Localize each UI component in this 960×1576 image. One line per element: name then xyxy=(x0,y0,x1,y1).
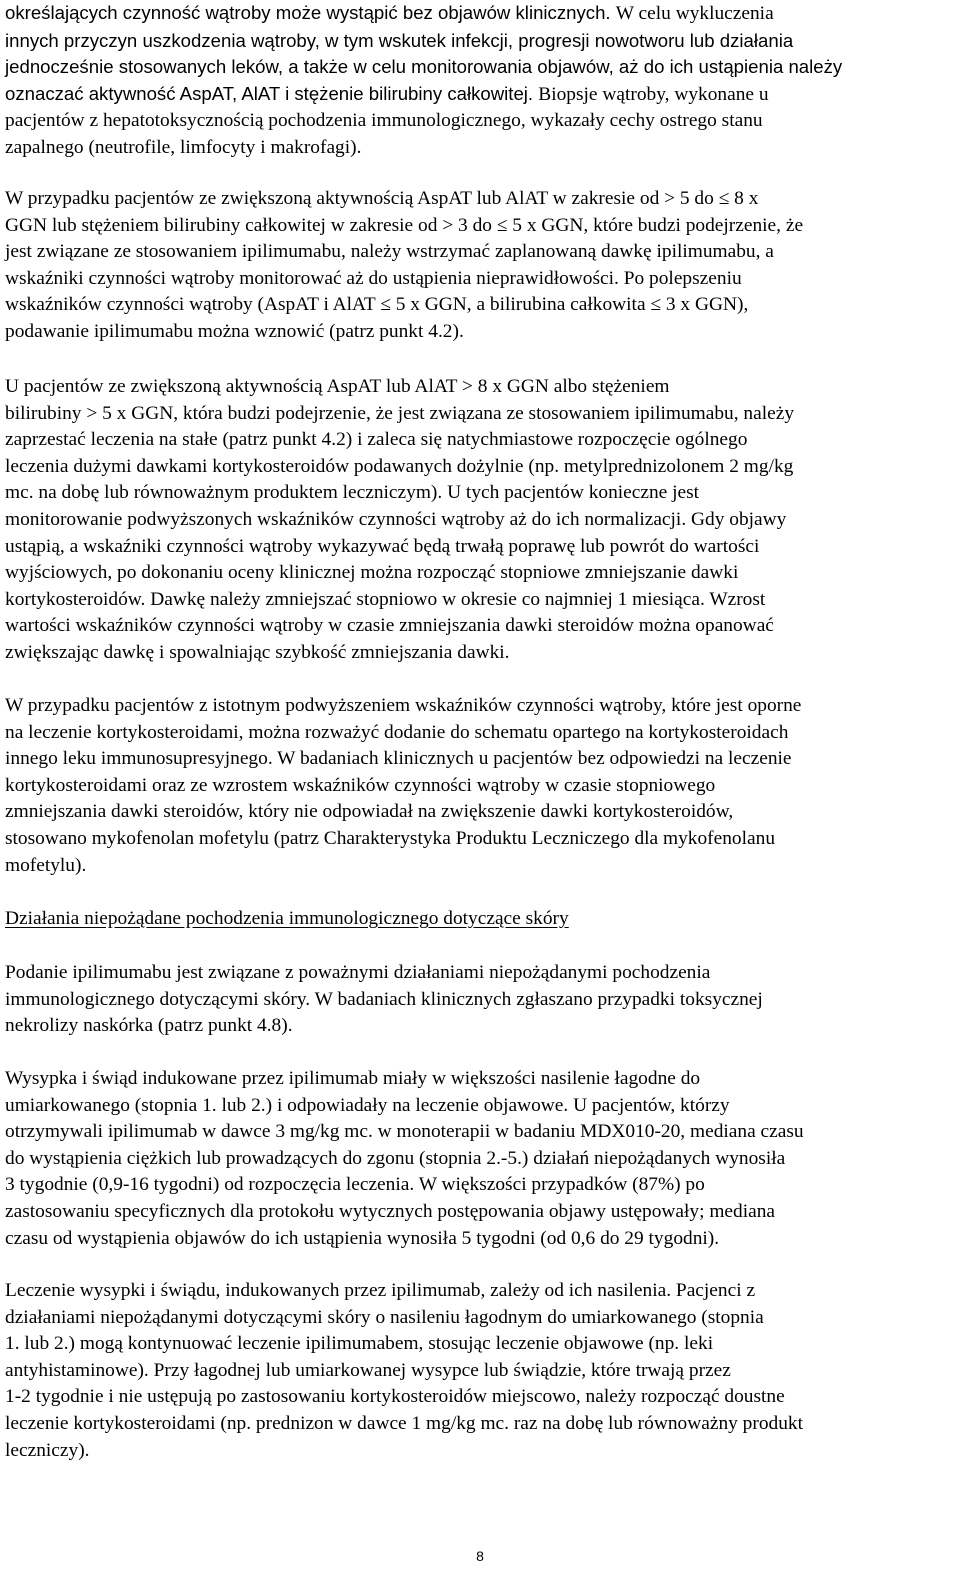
text-line: jest związane ze stosowaniem ipilimumabu, należy wstrzymać zaplanowaną dawkę ipilimumabu, a xyxy=(5,241,774,263)
text-line: kortykosteroidów. Dawkę należy zmniejszać stopniowo w okresie co najmniej 1 miesiąca. Wzrost xyxy=(5,588,766,610)
paragraph-refractory-cases xyxy=(5,693,801,879)
text-line: zastosowaniu specyficznych dla protokołu wytycznych postępowania objawy ustępowały; mediana xyxy=(5,1200,776,1222)
text-line: określających czynność wątroby może wystąpić bez objawów klinicznych. W celu wykluczenia xyxy=(5,2,774,24)
text-line: wskaźniki czynności wątroby monitorować aż do ustąpienia nieprawidłowości. Po polepszeniu xyxy=(5,267,742,289)
text-line: działaniami niepożądanymi dotyczącymi skóry o nasileniu łagodnym do umiarkowanego (stopnia xyxy=(5,1306,764,1328)
text-line: umiarkowanego (stopnia 1. lub 2.) i odpowiadały na leczenie objawowe. U pacjentów, którzy xyxy=(5,1094,730,1116)
text-line: wskaźników czynności wątroby (AspAT i AlAT ≤ 5 x GGN, a bilirubina całkowita ≤ 3 x GGN), xyxy=(5,294,749,316)
text-line: do wystąpienia ciężkich lub prowadzących do zgonu (stopnia 2.-5.) działań niepożądanych wynosiła xyxy=(5,1147,786,1169)
text-line: immunologicznego dotyczącymi skóry. W badaniach klinicznych zgłaszano przypadki toksycznej xyxy=(5,988,763,1010)
text-line: podawanie ipilimumabu można wznowić (patrz punkt 4.2). xyxy=(5,320,464,342)
paragraph-liver-monitoring xyxy=(5,0,842,162)
paragraph-rash-pruritus xyxy=(5,1066,804,1252)
text-line: zwiększając dawkę i spowalniając szybkość zmniejszania dawki. xyxy=(5,641,510,663)
text-line: wartości wskaźników czynności wątroby w czasie zmniejszania dawki steroidów można opanować xyxy=(5,615,774,637)
text-line: Podanie ipilimumabu jest związane z poważnymi działaniami niepożądanymi pochodzenia xyxy=(5,962,711,983)
text-line: pacjentów z hepatotoksycznością pochodzenia immunologicznego, wykazały cechy ostrego stanu xyxy=(5,110,763,132)
text-line: stosowano mykofenolan mofetylu (patrz Charakterystyka Produktu Leczniczego dla mykofenolanu xyxy=(5,827,776,849)
text-line: GGN lub stężeniem bilirubiny całkowitej w zakresie od > 3 do ≤ 5 x GGN, które budzi podejrzenie, że xyxy=(5,214,804,236)
text-line: czasu od wystąpienia objawów do ich ustąpienia wynosiła 5 tygodni (od 0,6 do 29 tygodni). xyxy=(5,1227,720,1249)
paragraph-skin-reactions xyxy=(5,960,763,1040)
text-line: oznaczać aktywność AspAT, AlAT i stężenie bilirubiny całkowitej. Biopsje wątroby, wykonane u xyxy=(5,82,769,105)
paragraph-moderate-elevation xyxy=(5,186,803,346)
text-line: leczenia dużymi dawkami kortykosteroidów podawanych dożylnie (np. metylprednizolonem 2 mg/kg xyxy=(5,455,794,477)
text-line: zapalnego (neutrofile, limfocyty i makrofagi). xyxy=(5,136,362,158)
text-line: na leczenie kortykosteroidami, można rozważyć dodanie do schematu opartego na kortykosteroidach xyxy=(5,721,789,743)
text-line: bilirubiny > 5 x GGN, która budzi podejrzenie, że jest związana ze stosowaniem ipilimumabu, należy xyxy=(5,402,795,424)
text-line: Leczenie wysypki i świądu, indukowanych przez ipilimumab, zależy od ich nasilenia. Pacjenci z xyxy=(5,1280,756,1301)
text-line: leczenie kortykosteroidami (np. prednizon w dawce 1 mg/kg mc. raz na dobę lub równoważny produkt xyxy=(5,1412,803,1434)
text-line: zmniejszania dawki steroidów, który nie odpowiadał na zwiększenie dawki kortykosteroidów, xyxy=(5,801,734,823)
text-line: Wysypka i świąd indukowane przez ipilimumab miały w większości nasilenie łagodne do xyxy=(5,1068,701,1089)
section-heading: Działania niepożądane pochodzenia immunologicznego dotyczące skóry xyxy=(5,908,569,929)
text-line: innych przyczyn uszkodzenia wątroby, w tym wskutek infekcji, progresji nowotworu lub działania xyxy=(5,29,794,51)
text-line: jednocześnie stosowanych leków, a także w celu monitorowania objawów, aż do ich ustąpienia należy xyxy=(5,56,843,78)
text-line: W przypadku pacjentów ze zwiększoną aktywnością AspAT lub AlAT w zakresie od > 5 do ≤ 8 x xyxy=(5,188,759,209)
text-line: 3 tygodnie (0,9-16 tygodni) od rozpoczęcia leczenia. W większości przypadków (87%) po xyxy=(5,1174,705,1196)
text-line: monitorowanie podwyższonych wskaźników czynności wątroby aż do ich normalizacji. Gdy objawy xyxy=(5,508,787,530)
text-line: W przypadku pacjentów z istotnym podwyższeniem wskaźników czynności wątroby, które jest oporne xyxy=(5,695,802,716)
text-line: U pacjentów ze zwiększoną aktywnością AspAT lub AlAT > 8 x GGN albo stężeniem xyxy=(5,376,670,397)
text-line: 1. lub 2.) mogą kontynuować leczenie ipilimumabem, stosując leczenie objawowe (np. leki xyxy=(5,1333,714,1355)
text-line: kortykosteroidami oraz ze wzrostem wskaźników czynności wątroby w czasie stopniowego xyxy=(5,774,716,796)
text-line: 1-2 tygodnie i nie ustępują po zastosowaniu kortykosteroidów miejscowo, należy rozpocząć doustne xyxy=(5,1386,785,1408)
text-line: mc. na dobę lub równoważnym produktem leczniczym). U tych pacjentów konieczne jest xyxy=(5,482,700,504)
page-number: 8 xyxy=(476,1548,484,1564)
text-line: zaprzestać leczenia na stałe (patrz punkt 4.2) i zaleca się natychmiastowe rozpoczęcie ogólnego xyxy=(5,429,748,451)
text-line: nekrolizy naskórka (patrz punkt 4.8). xyxy=(5,1015,293,1037)
text-line: otrzymywali ipilimumab w dawce 3 mg/kg mc. w monoterapii w badaniu MDX010-20, mediana czasu xyxy=(5,1121,804,1143)
text-line: leczniczy). xyxy=(5,1439,90,1461)
paragraph-severe-elevation xyxy=(5,374,794,667)
text-line: innego leku immunosupresyjnego. W badaniach klinicznych u pacjentów bez odpowiedzi na leczenie xyxy=(5,748,792,770)
text-line: wyjściowych, po dokonaniu oceny klinicznej można rozpocząć stopniowe zmniejszanie dawki xyxy=(5,562,739,584)
text-line: mofetylu). xyxy=(5,854,87,876)
paragraph-rash-treatment xyxy=(5,1278,803,1464)
text-line: antyhistaminowe). Przy łagodnej lub umiarkowanej wysypce lub świądzie, które trwają przez xyxy=(5,1359,731,1381)
text-line: ustąpią, a wskaźniki czynności wątroby wykazywać będą trwałą poprawę lub powrót do wartości xyxy=(5,535,760,557)
